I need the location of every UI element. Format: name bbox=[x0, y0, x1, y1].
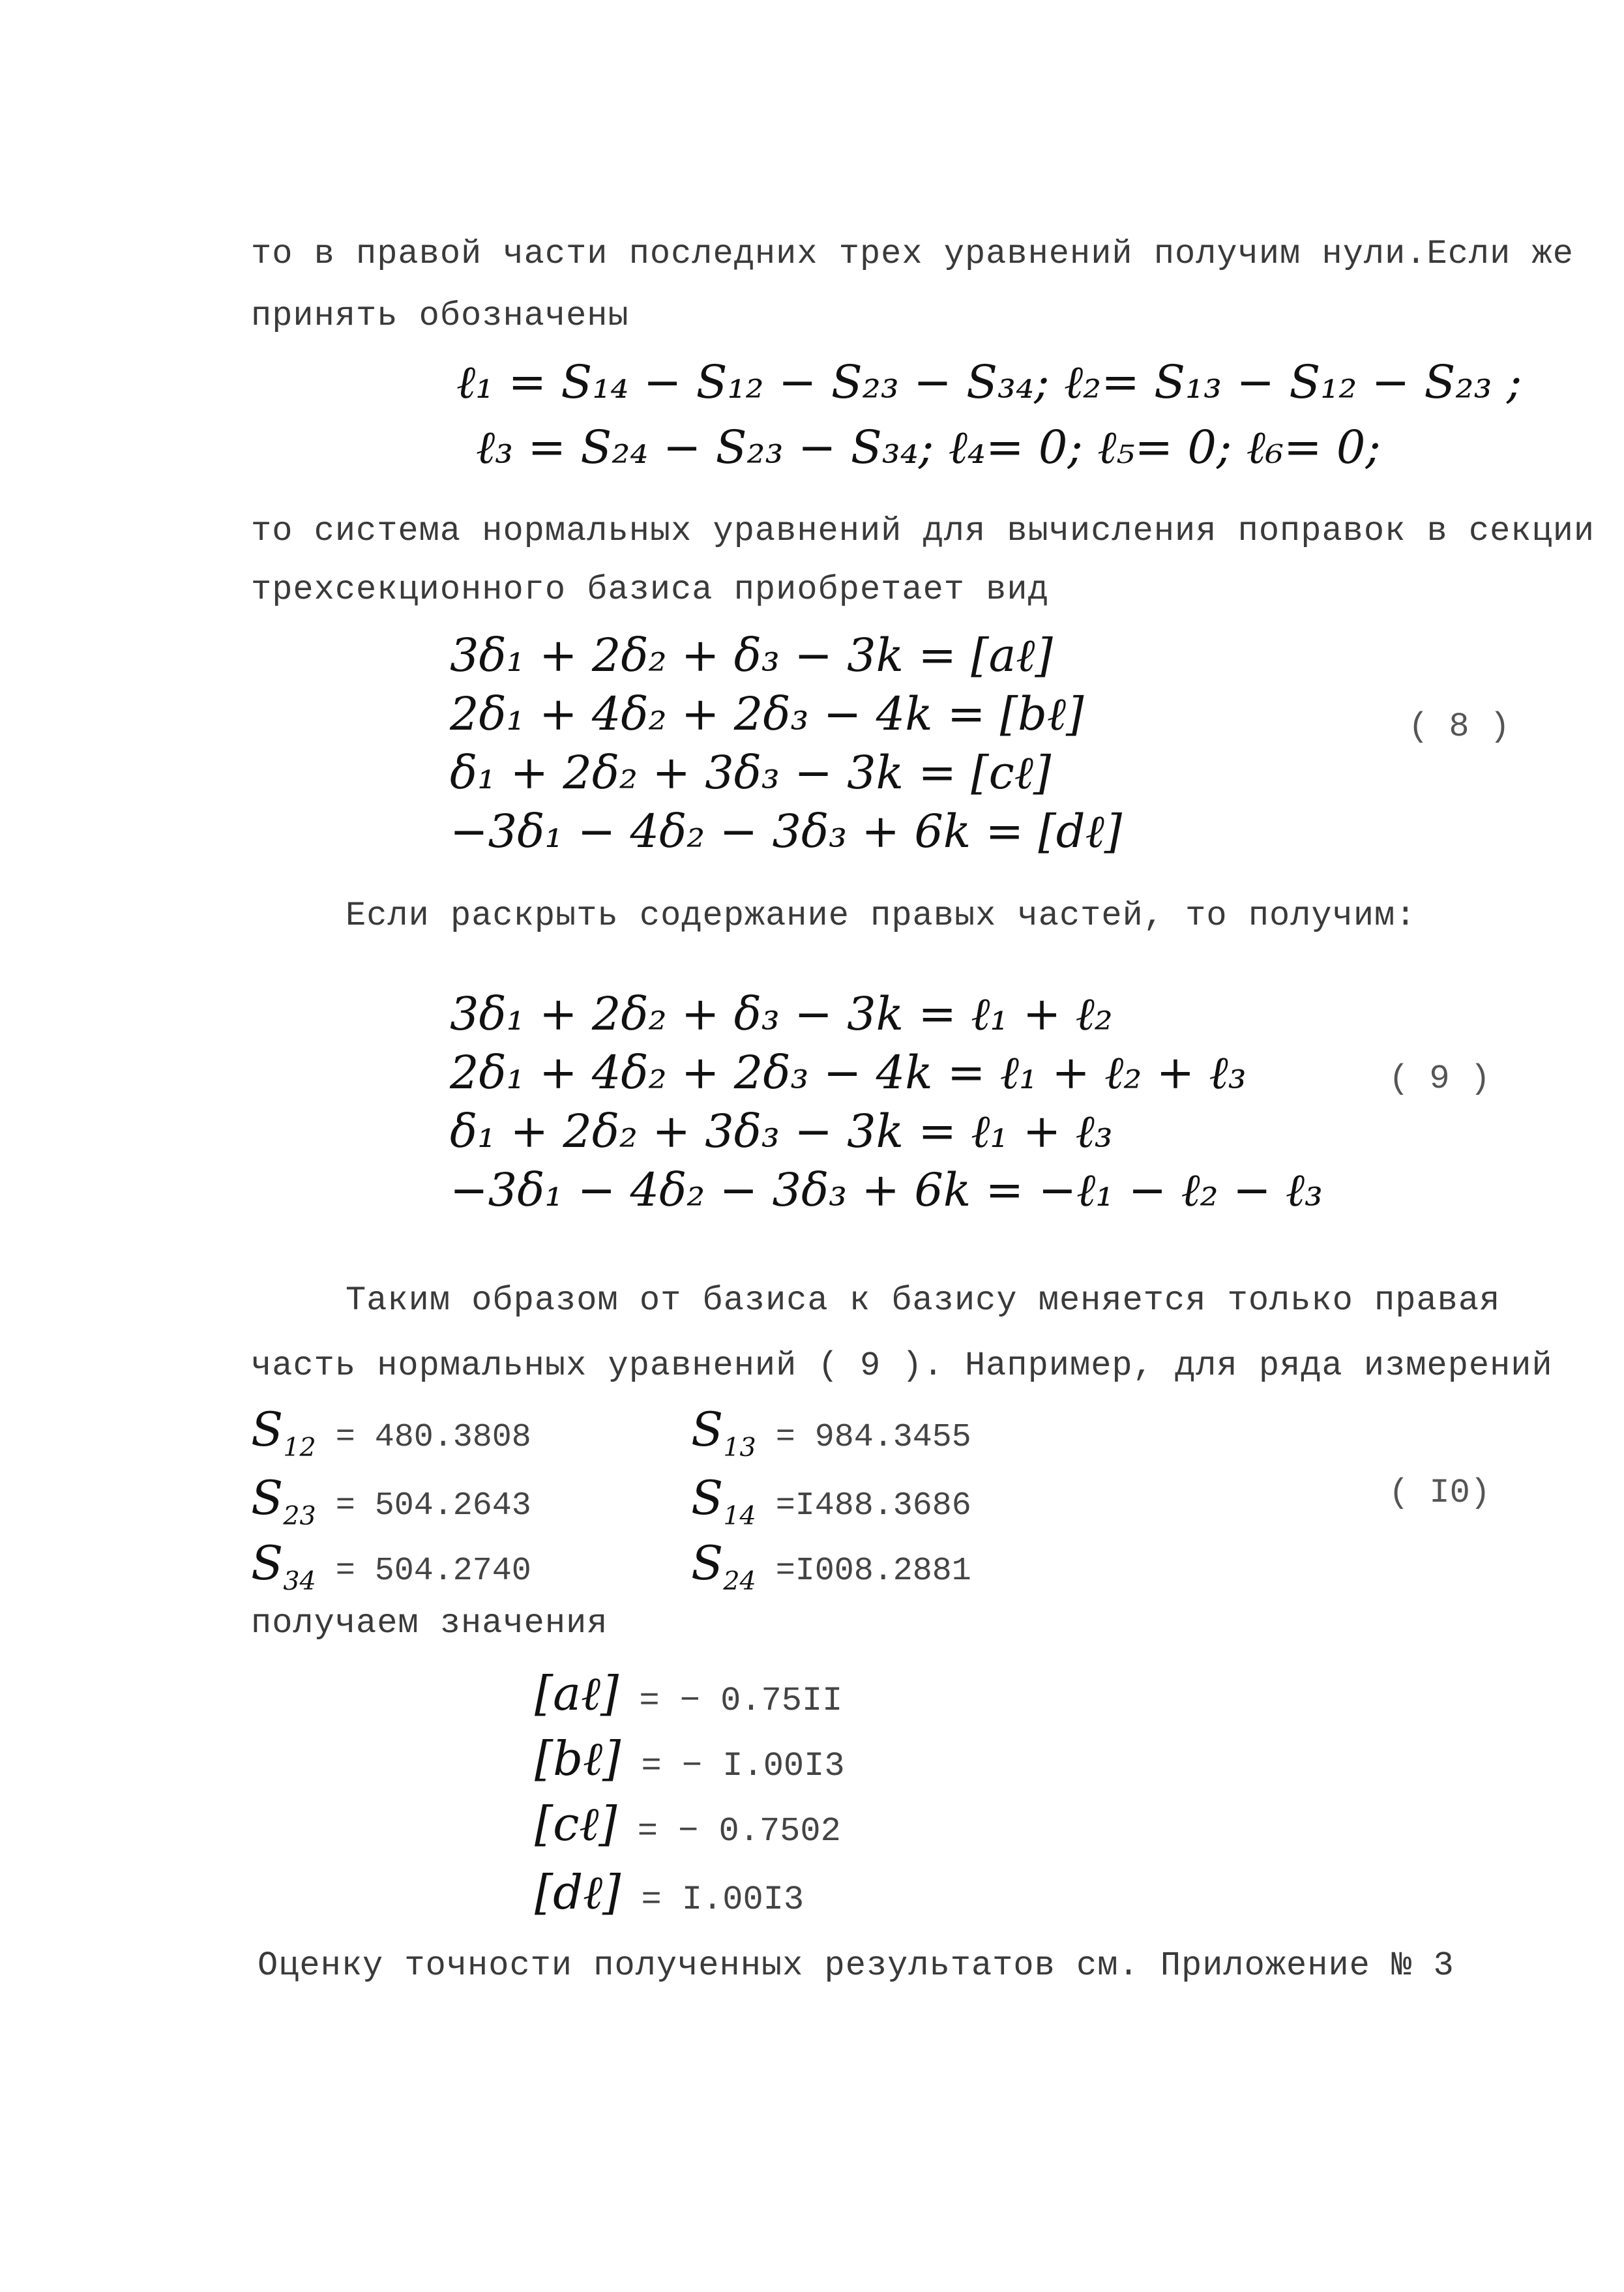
measurement-symbol: $S_{34}$ bbox=[251, 1536, 316, 1596]
para4-line-2: часть нормальных уравнений ( 9 ). Например, для ряда измерений bbox=[251, 1347, 1553, 1385]
intro-line-1: то в правой части последних трех уравнений получим нули.Если же bbox=[251, 235, 1574, 273]
result-symbol: [aℓ] bbox=[535, 1666, 619, 1721]
result-value: = − I.00I3 bbox=[641, 1747, 845, 1785]
result-symbol: [dℓ] bbox=[535, 1865, 621, 1920]
equation-number-9: ( 9 ) bbox=[1389, 1060, 1491, 1098]
equation-number-8: ( 8 ) bbox=[1408, 707, 1511, 746]
result-bl bbox=[535, 1731, 845, 1787]
measurement-value: = 984.3455 bbox=[775, 1419, 971, 1456]
result-al bbox=[535, 1666, 842, 1721]
result-symbol: [cℓ] bbox=[535, 1796, 617, 1851]
equation-system-8 bbox=[450, 626, 1122, 861]
result-symbol: [bℓ] bbox=[535, 1731, 621, 1786]
result-value: = − 0.7502 bbox=[637, 1812, 841, 1851]
para2-line-2: трехсекционного базиса приобретает вид bbox=[251, 571, 1049, 609]
result-cl bbox=[535, 1796, 841, 1852]
definition-row-1: ℓ₁ = S₁₄ − S₁₂ − S₂₃ − S₃₄; ℓ₂= S₁₃ − S₁₂ − S₂₃ ; bbox=[456, 355, 1522, 409]
measurement-symbol: $S_{24}$ bbox=[691, 1536, 756, 1596]
measurement-s23 bbox=[251, 1470, 531, 1531]
measurement-s24 bbox=[691, 1536, 971, 1596]
measurement-s12 bbox=[251, 1402, 531, 1463]
para3: Если раскрыть содержание правых частей, то получим: bbox=[346, 897, 1417, 935]
para5: получаем значения bbox=[251, 1604, 608, 1643]
para2-line-1: то система нормальных уравнений для вычисления поправок в секции bbox=[251, 512, 1595, 550]
measurement-s34 bbox=[251, 1536, 531, 1596]
measurement-value: = 504.2740 bbox=[335, 1553, 531, 1590]
result-dl bbox=[535, 1865, 804, 1920]
equation-row: 2δ₁ + 4δ₂ + 2δ₃ − 4k = [bℓ] bbox=[450, 687, 1084, 741]
measurement-s14 bbox=[691, 1470, 971, 1531]
equation-row: δ₁ + 2δ₂ + 3δ₃ − 3k = ℓ₁ + ℓ₃ bbox=[450, 1105, 1113, 1158]
result-value: = I.00I3 bbox=[641, 1881, 805, 1919]
equation-system-9 bbox=[450, 985, 1323, 1219]
measurement-value: =I008.2881 bbox=[775, 1553, 971, 1590]
measurement-value: = 504.2643 bbox=[335, 1487, 531, 1525]
equation-row: 3δ₁ + 2δ₂ + δ₃ − 3k = ℓ₁ + ℓ₂ bbox=[450, 987, 1113, 1041]
measurement-s13 bbox=[691, 1402, 971, 1463]
result-value: = − 0.75II bbox=[639, 1682, 843, 1720]
equation-row: −3δ₁ − 4δ₂ − 3δ₃ + 6k = [dℓ] bbox=[450, 805, 1123, 858]
equation-number-10: ( I0) bbox=[1389, 1474, 1491, 1512]
para4-line-1: Таким образом от базиса к базису меняется только правая bbox=[346, 1281, 1501, 1320]
measurement-value: =I488.3686 bbox=[775, 1487, 971, 1525]
equation-row: 3δ₁ + 2δ₂ + δ₃ − 3k = [aℓ] bbox=[450, 629, 1053, 682]
measurement-value: = 480.3808 bbox=[335, 1419, 531, 1456]
equation-row: −3δ₁ − 4δ₂ − 3δ₃ + 6k = −ℓ₁ − ℓ₂ − ℓ₃ bbox=[450, 1163, 1323, 1217]
definition-row-2: ℓ₃ = S₂₄ − S₂₃ − S₃₄; ℓ₄= 0; ℓ₅= 0; ℓ₆= 0; bbox=[476, 421, 1381, 474]
measurement-symbol: $S_{23}$ bbox=[251, 1470, 316, 1531]
intro-line-2: принять обозначены bbox=[251, 297, 629, 335]
measurement-symbol: $S_{13}$ bbox=[691, 1402, 756, 1463]
equation-row: δ₁ + 2δ₂ + 3δ₃ − 3k = [cℓ] bbox=[450, 746, 1052, 799]
measurement-symbol: $S_{12}$ bbox=[251, 1402, 316, 1463]
measurement-symbol: $S_{14}$ bbox=[691, 1470, 756, 1531]
footer-note: Оценку точности полученных результатов см. Приложение № 3 bbox=[258, 1946, 1454, 1985]
equation-row: 2δ₁ + 4δ₂ + 2δ₃ − 4k = ℓ₁ + ℓ₂ + ℓ₃ bbox=[450, 1046, 1247, 1099]
